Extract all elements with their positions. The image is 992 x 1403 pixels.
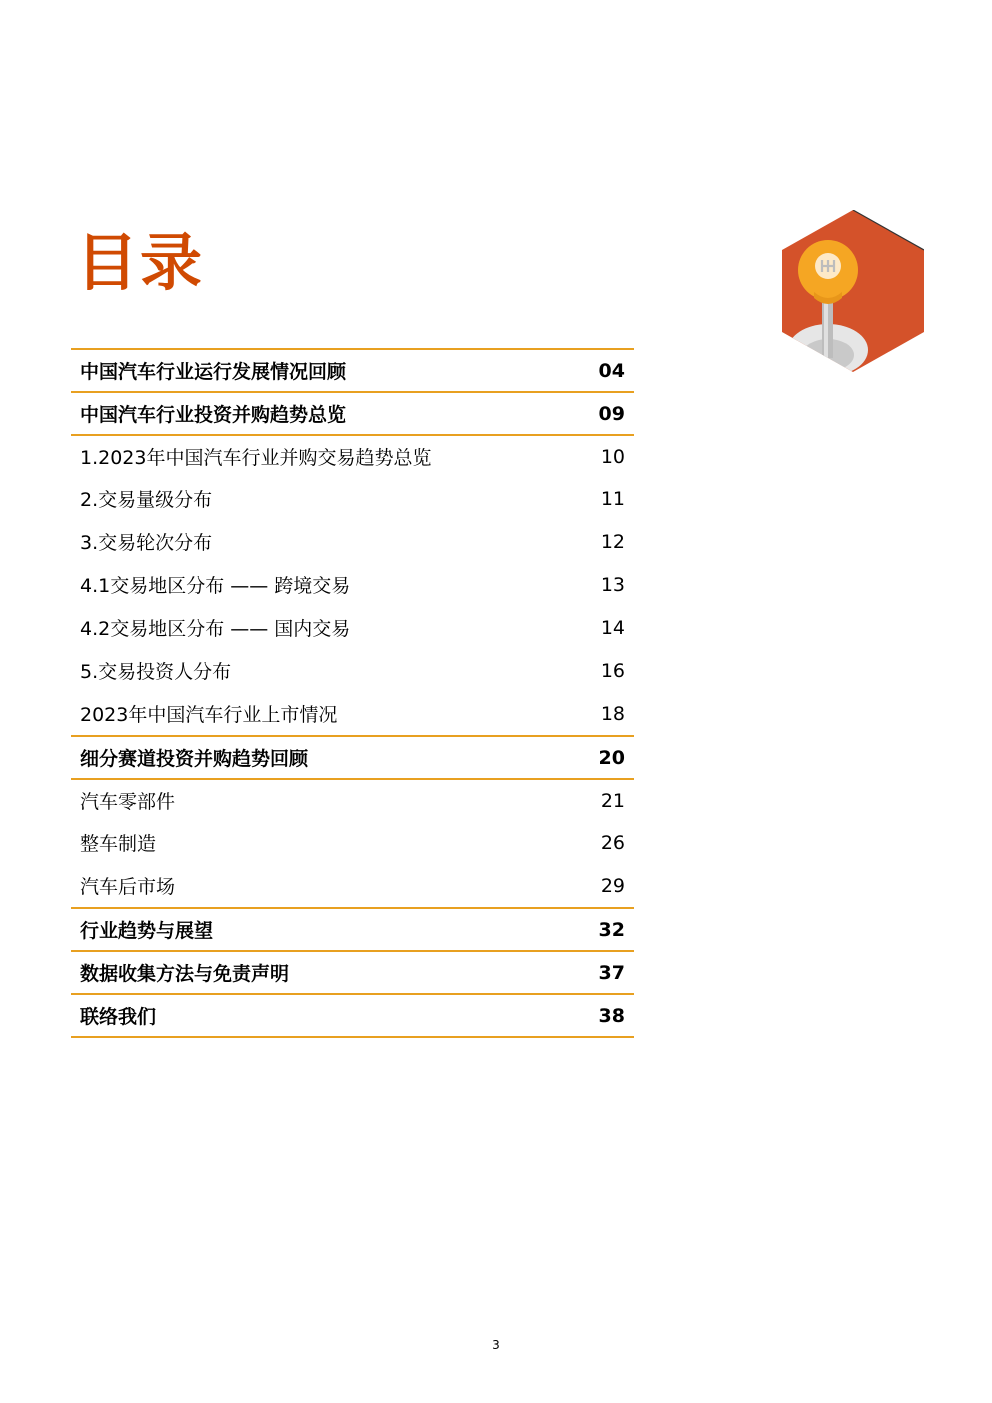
page-number: 3 xyxy=(492,1338,500,1352)
toc-entry-page: 09 xyxy=(598,402,625,425)
toc-entry[interactable] xyxy=(71,692,634,735)
toc-entry-label: 2.交易量级分布 xyxy=(80,489,213,511)
toc-entry-page: 32 xyxy=(598,918,625,941)
toc-entry-label: 行业趋势与展望 xyxy=(80,920,214,942)
toc-entry[interactable] xyxy=(71,649,634,692)
toc-entry-label: 汽车零部件 xyxy=(80,791,176,813)
toc-entry-page: 37 xyxy=(598,961,625,984)
toc-entry-page: 13 xyxy=(600,573,625,596)
toc-entry-page: 11 xyxy=(600,487,625,510)
toc-entry-page: 14 xyxy=(600,616,625,639)
toc-entry-label: 联络我们 xyxy=(80,1006,157,1028)
toc-entry[interactable] xyxy=(71,391,634,434)
toc-entry-label: 细分赛道投资并购趋势回顾 xyxy=(80,748,309,770)
toc-entry[interactable] xyxy=(71,778,634,821)
toc-entry[interactable] xyxy=(71,993,634,1036)
toc-entry-page: 10 xyxy=(600,445,625,468)
toc-entry-label: 1.2023年中国汽车行业并购交易趋势总览 xyxy=(80,447,432,469)
table-of-contents xyxy=(71,348,634,1038)
toc-entry[interactable] xyxy=(71,606,634,649)
toc-entry[interactable] xyxy=(71,563,634,606)
toc-entry[interactable] xyxy=(71,434,634,477)
toc-entry-page: 04 xyxy=(598,359,625,382)
toc-entry-label: 中国汽车行业运行发展情况回顾 xyxy=(80,361,347,383)
toc-entry[interactable] xyxy=(71,735,634,778)
toc-entry-label: 2023年中国汽车行业上市情况 xyxy=(80,704,338,726)
toc-entry[interactable] xyxy=(71,950,634,993)
toc-entry[interactable] xyxy=(71,907,634,950)
toc-entry-page: 38 xyxy=(598,1004,625,1027)
gear-shift-icon xyxy=(782,210,924,372)
toc-entry-page: 29 xyxy=(600,874,625,897)
toc-entry[interactable] xyxy=(71,477,634,520)
toc-entry-page: 12 xyxy=(600,530,625,553)
toc-entry-label: 4.1交易地区分布 —— 跨境交易 xyxy=(80,575,351,597)
toc-entry-label: 整车制造 xyxy=(80,833,157,855)
toc-bottom-rule xyxy=(71,1036,634,1038)
toc-entry[interactable] xyxy=(71,864,634,907)
toc-entry-label: 4.2交易地区分布 —— 国内交易 xyxy=(80,618,351,640)
toc-entry-page: 16 xyxy=(600,659,625,682)
toc-entry-page: 20 xyxy=(598,746,625,769)
toc-entry-page: 21 xyxy=(600,789,625,812)
toc-entry-label: 汽车后市场 xyxy=(80,876,176,898)
toc-entry[interactable] xyxy=(71,348,634,391)
toc-entry[interactable] xyxy=(71,520,634,563)
toc-entry-label: 数据收集方法与免责声明 xyxy=(80,963,290,985)
toc-entry-label: 3.交易轮次分布 xyxy=(80,532,213,554)
toc-entry[interactable] xyxy=(71,821,634,864)
toc-entry-page: 26 xyxy=(600,831,625,854)
page-title: 目录 xyxy=(76,226,205,299)
toc-entry-page: 18 xyxy=(600,702,625,725)
toc-entry-label: 中国汽车行业投资并购趋势总览 xyxy=(80,404,347,426)
toc-entry-label: 5.交易投资人分布 xyxy=(80,661,232,683)
